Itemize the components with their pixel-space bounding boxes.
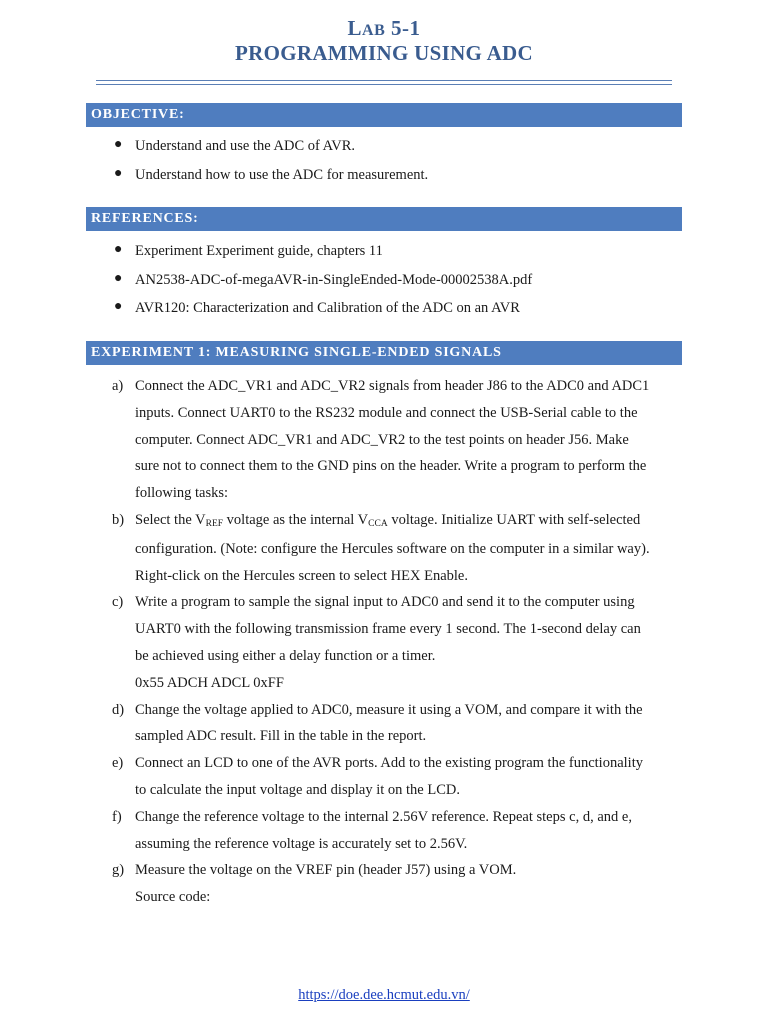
- lab-title-initial: L: [347, 16, 363, 40]
- lab-title-rest: AB: [362, 22, 386, 39]
- list-item: ● Understand how to use the ADC for measurement.: [114, 165, 429, 183]
- bullet-icon: ●: [114, 137, 123, 152]
- references-heading: REFERENCES:: [86, 207, 682, 231]
- step-f: f) Change the reference voltage to the internal 2.56V reference. Repeat steps c, d, and e, assuming the reference voltage is accurately set to 2.56V.: [112, 808, 632, 852]
- bullet-icon: ●: [114, 242, 123, 257]
- step-a: a) Connect the ADC_VR1 and ADC_VR2 signals from header J86 to the ADC0 and ADC1 inputs. Connect UART0 to the RS232 module and connect the USB-Serial cable to the computer. Connect ADC_VR1 and ADC_VR2 to the test points on header J56. Make sure not to connect them to the GND pins on the header. Write a program to perform the following tasks:: [112, 378, 650, 502]
- title-divider: [96, 80, 672, 81]
- step-b: b) Select the VREF voltage as the internal VCCA voltage. Initialize UART with self-selected configuration. (Note: configure the Hercules software on the computer in a similar way). Right-click on the Hercules screen to select HEX Enable.: [112, 511, 650, 584]
- experiment1-heading: EXPERIMENT 1: MEASURING SINGLE-ENDED SIGNALS: [86, 341, 682, 365]
- list-item: ● Understand and use the ADC of AVR.: [114, 137, 356, 154]
- step-d: d) Change the voltage applied to ADC0, measure it using a VOM, and compare it with the sampled ADC result. Fill in the table in the report.: [112, 701, 643, 745]
- footer-link[interactable]: https://doe.dee.hcmut.edu.vn/: [298, 987, 470, 1003]
- page-title: PROGRAMMING USING ADC: [235, 41, 533, 65]
- objective-list: [114, 137, 429, 194]
- objective-heading: OBJECTIVE:: [86, 103, 682, 127]
- lab-number: 5-1: [391, 16, 421, 40]
- lab-title: [0, 16, 768, 41]
- list-item: ● AVR120: Characterization and Calibration of the ADC on an AVR: [114, 299, 520, 316]
- bullet-icon: ●: [114, 165, 123, 181]
- title-divider-thin: [96, 84, 672, 85]
- step-g: g) Measure the voltage on the VREF pin (header J57) using a VOM. Source code:: [112, 862, 517, 906]
- step-e: e) Connect an LCD to one of the AVR ports. Add to the existing program the functionality to calculate the input voltage and display it on the LCD.: [112, 755, 643, 798]
- bullet-icon: ●: [114, 299, 123, 314]
- experiment1-steps: [110, 373, 690, 911]
- list-item: ● AN2538-ADC-of-megaAVR-in-SingleEnded-Mode-00002538A.pdf: [114, 270, 533, 288]
- bullet-icon: ●: [114, 270, 123, 286]
- list-item: ● Experiment Experiment guide, chapters 11: [114, 242, 383, 259]
- references-list: [114, 242, 533, 328]
- step-c: c) Write a program to sample the signal input to ADC0 and send it to the computer using UART0 with the following transmission frame every 1 second. The 1-second delay can be achieved using either a delay function or a timer. 0x55 ADCH ADCL 0xFF: [112, 594, 641, 691]
